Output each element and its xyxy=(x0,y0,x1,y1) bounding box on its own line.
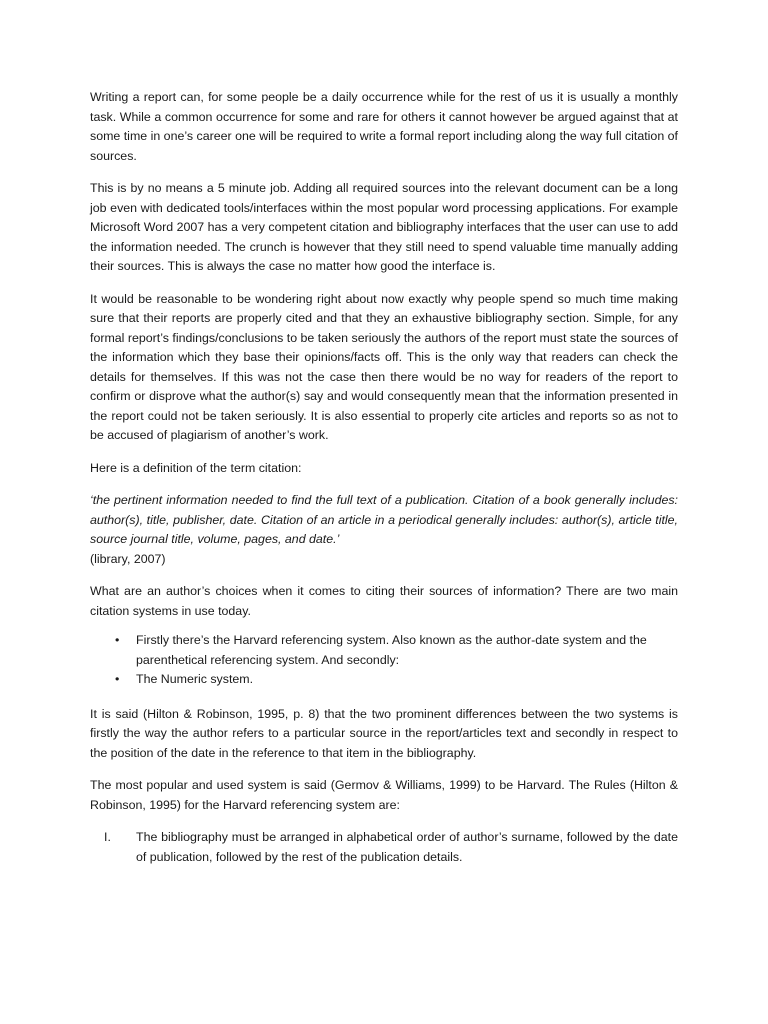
quote-text: ‘the pertinent information needed to find the full text of a publication. Citation of a book generally includes: author(s), title, publisher, date. Citation of an article in a periodical generally includes: author(s), article title, source journal title, volume, pages, and date.’ xyxy=(90,493,678,546)
paragraph-harvard-rules: The most popular and used system is said (Germov & Williams, 1999) to be Harvard. The Rules (Hilton & Robinson, 1995) for the Harvard referencing system are: xyxy=(90,778,678,812)
list-item-text: The Numeric system. xyxy=(136,672,254,686)
list-item-text: The bibliography must be arranged in alphabetical order of author’s surname, followed by the date of publication, followed by the rest of the publication details. xyxy=(136,830,678,864)
quote-source: (library, 2007) xyxy=(90,551,166,566)
roman-numeral-marker: I. xyxy=(104,830,111,844)
bullet-marker: • xyxy=(115,672,120,686)
paragraph-why-cite: It would be reasonable to be wondering right about now exactly why people spend so much time making sure that their reports are properly cited and that they an exhaustive bibliography section. Simple, for any formal report’s findings/conclusions to be taken seriously the authors of the report must state the sources of the information which they base their opinions/facts off. This is the only way that readers can check the details for themselves. If this was not the case then there would be no way for readers of the report to confirm or disprove what the author(s) say and would consequently mean that the information presented in the report could not be taken seriously. It is also essential to properly cite articles and reports so as not to be accused of plagiarism of another’s work. xyxy=(90,291,678,442)
paragraph-intro: Writing a report can, for some people be a daily occurrence while for the rest of us it is usually a monthly task. While a common occurrence for some and rare for others it cannot however be argued against that at some time in one’s career one will be required to write a formal report including along the way full citation of sources. xyxy=(90,90,678,163)
paragraph-time: This is by no means a 5 minute job. Adding all required sources into the relevant document can be a long job even with dedicated tools/interfaces within the most popular word processing applications. For example Microsoft Word 2007 has a very competent citation and bibliography interfaces that the user can use to add the information needed. The crunch is however that they still need to spend valuable time manually adding their sources. This is always the case no matter how good the interface is. xyxy=(90,181,678,273)
paragraph-differences: It is said (Hilton & Robinson, 1995, p. 8) that the two prominent differences between the two systems is firstly the way the author refers to a particular source in the report/articles text and secondly in respect to the position of the date in the reference to that item in the bibliography. xyxy=(90,706,678,760)
list-item xyxy=(90,631,678,670)
list-item xyxy=(90,828,678,867)
paragraph-definition-intro: Here is a definition of the term citation: xyxy=(90,460,302,475)
citation-definition-quote xyxy=(90,491,678,569)
bullet-marker: • xyxy=(115,633,120,647)
list-item-text: Firstly there’s the Harvard referencing system. Also known as the author-date system and the parenthetical referencing system. And secondly: xyxy=(136,633,647,667)
paragraph-choices: What are an author’s choices when it comes to citing their sources of information? There are two main citation systems in use today. xyxy=(90,584,678,618)
citation-systems-list xyxy=(90,631,678,690)
harvard-rules-list xyxy=(90,828,678,867)
list-item xyxy=(90,670,678,690)
